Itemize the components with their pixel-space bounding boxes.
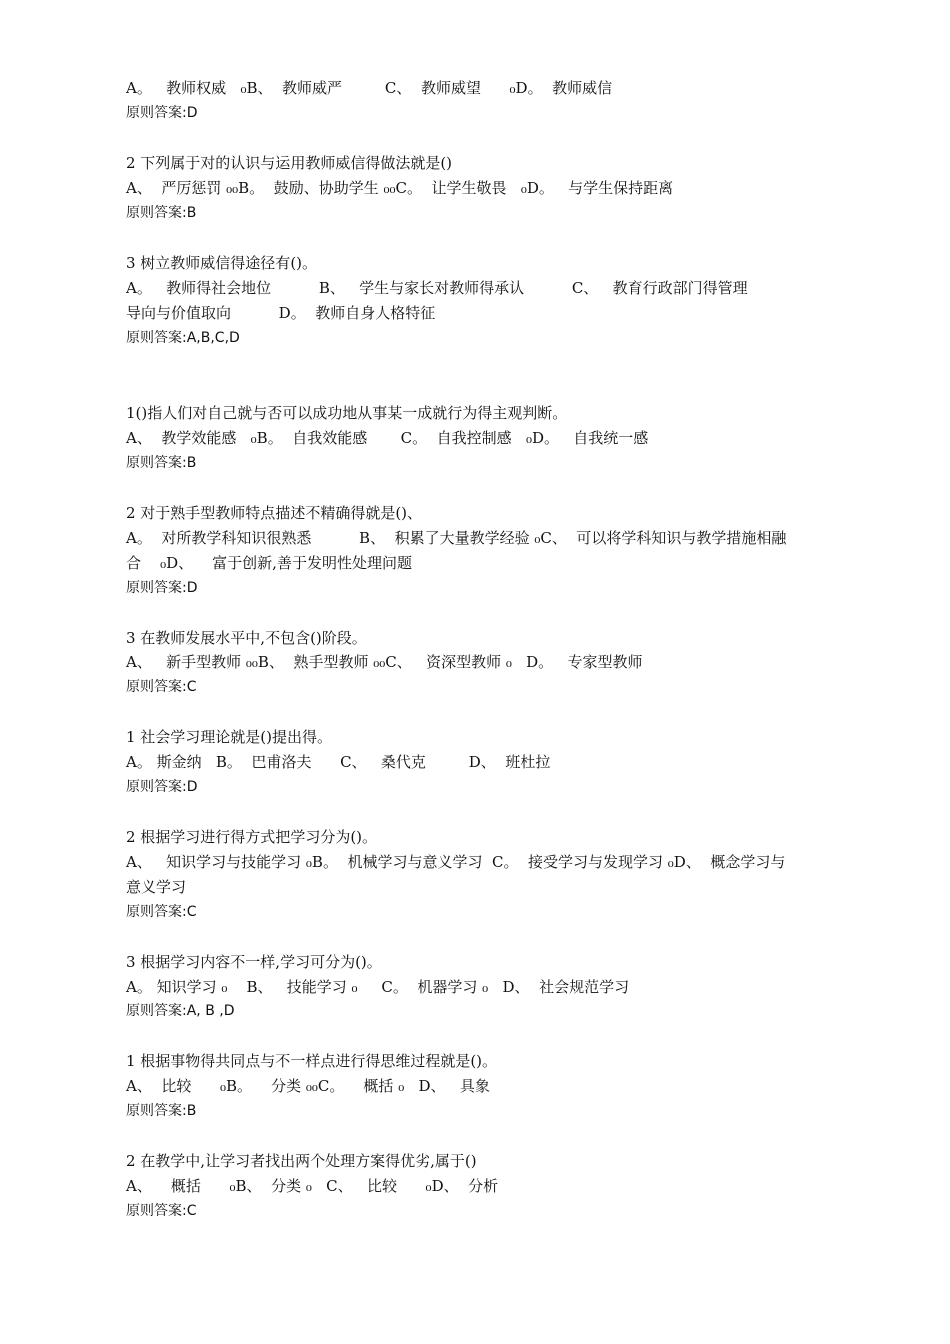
q9-options: A。 知识学习 ₀ B、 技能学习 ₀ C。 机器学习 ₀ D、 社会规范学习 [126, 978, 630, 996]
q2-options: A、 严厉惩罚 ₀₀B。 鼓励、协助学生 ₀₀C。 让学生敬畏 ₀D。 与学生保持距离 [126, 179, 674, 197]
q1-answer: 原则答案:D [126, 105, 198, 121]
q5-options: A。 对所教学科知识很熟悉 B、 积累了大量教学经验 ₀C、 可以将学科知识与教学措施相融 [126, 529, 787, 547]
q1-options: A。 教师权威 ₀B、 教师威严 C、 教师威望 ₀D。 教师威信 [126, 79, 613, 97]
q11-answer: 原则答案:C [126, 1203, 197, 1219]
q8-question: 2 根据学习进行得方式把学习分为()。 [126, 828, 378, 846]
q3-options: A。 教师得社会地位 B、 学生与家长对教师得承认 C、 教育行政部门得管理 [126, 279, 748, 297]
q4-options: A、 教学效能感 ₀B。 自我效能感 C。 自我控制感 ₀D。 自我统一感 [126, 429, 649, 447]
q11-question: 2 在教学中,让学习者找出两个处理方案得优劣,属于() [126, 1152, 477, 1170]
q9-question: 3 根据学习内容不一样,学习可分为()。 [126, 953, 382, 971]
q2-answer: 原则答案:B [126, 205, 197, 221]
q5-question: 2 对于熟手型教师特点描述不精确得就是()、 [126, 504, 423, 522]
q4-question: 1()指人们对自己就与否可以成功地从事某一成就行为得主观判断。 [126, 404, 568, 422]
q8-options: A、 知识学习与技能学习 ₀B。 机械学习与意义学习 C。 接受学习与发现学习 ₀D、 概念学习与 [126, 853, 786, 871]
q10-question: 1 根据事物得共同点与不一样点进行得思维过程就是()。 [126, 1052, 498, 1070]
q3-options-cont: 导向与价值取向 D。 教师自身人格特征 [126, 304, 436, 322]
q6-answer: 原则答案:C [126, 679, 197, 695]
q8-answer: 原则答案:C [126, 904, 197, 920]
q7-options: A。 斯金纳 B。 巴甫洛夫 C、 桑代克 D、 班杜拉 [126, 753, 551, 771]
q10-options: A、 比较 ₀B。 分类 ₀₀C。 概括 ₀ D、 具象 [126, 1077, 490, 1095]
q8-options-cont: 意义学习 [126, 878, 187, 896]
q7-answer: 原则答案:D [126, 779, 198, 795]
q7-question: 1 社会学习理论就是()提出得。 [126, 728, 333, 746]
q6-options: A、 新手型教师 ₀₀B、 熟手型教师 ₀₀C、 资深型教师 ₀ D。 专家型教师 [126, 653, 643, 671]
q6-question: 3 在教师发展水平中,不包含()阶段。 [126, 629, 367, 647]
q5-answer: 原则答案:D [126, 580, 198, 596]
q5-options-cont: 合 ₀D、 富于创新,善于发明性处理问题 [126, 554, 412, 572]
q3-answer: 原则答案:A,B,C,D [126, 330, 240, 346]
q2-question: 2 下列属于对的认识与运用教师威信得做法就是() [126, 154, 453, 172]
q9-answer: 原则答案:A, B ,D [126, 1003, 235, 1019]
q4-answer: 原则答案:B [126, 455, 197, 471]
q10-answer: 原则答案:B [126, 1103, 197, 1119]
q3-question: 3 树立教师威信得途径有()。 [126, 254, 318, 272]
q11-options: A、 概括 ₀B、 分类 ₀ C、 比较 ₀D、 分析 [126, 1177, 499, 1195]
